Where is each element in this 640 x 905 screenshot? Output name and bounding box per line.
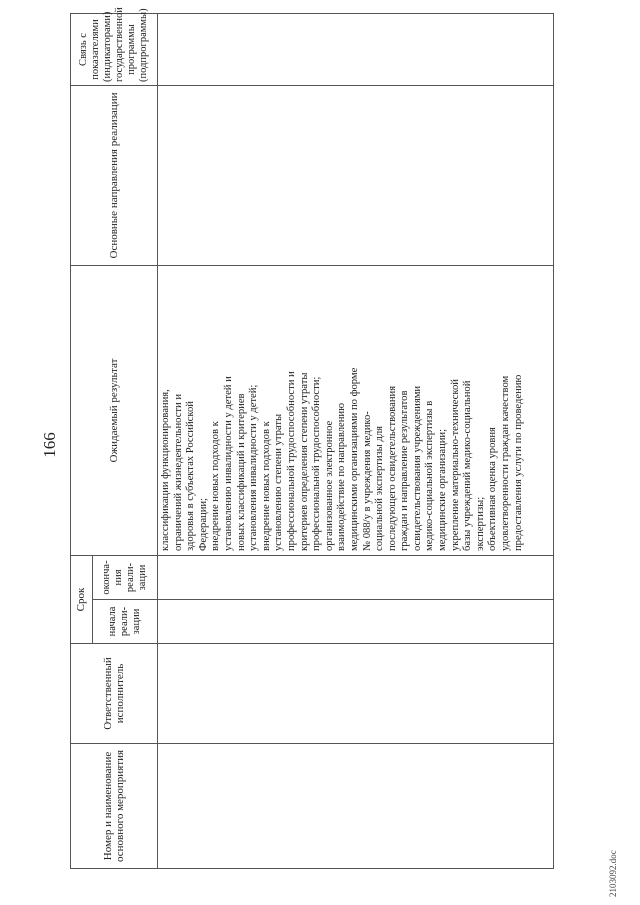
expected-result-line: базы учреждений медико-социальной <box>462 380 474 551</box>
header-main-directions: Основные направления реализации <box>71 86 158 266</box>
header-expected-result: Ожидаемый результат <box>71 266 158 556</box>
expected-result-line: объективная оценка уровня <box>487 427 499 551</box>
expected-result-line: внедрение новых подходов к <box>210 421 222 551</box>
header-number-and-name: Номер и наименование основного мероприятия <box>71 744 158 869</box>
expected-result-line: предоставления услуги по проведению <box>512 374 524 551</box>
expected-result-line: экспертизы; <box>474 496 486 551</box>
expected-result-line: критериев определения степени утраты <box>298 372 310 551</box>
header-responsible: Ответственный исполнитель <box>71 644 158 744</box>
cell-term-end <box>158 556 554 600</box>
expected-result-line: установлению степени утраты <box>273 413 285 551</box>
cell-number-and-name <box>158 744 554 869</box>
expected-result-line: медицинскими организациями по форме <box>348 367 360 551</box>
document-code: 2103092.doc <box>608 850 618 897</box>
expected-result-line: профессиональной трудоспособности и <box>285 371 297 551</box>
expected-result-text <box>160 270 525 551</box>
expected-result-line: взаимодействие по направлению <box>336 403 348 551</box>
cell-responsible <box>158 644 554 744</box>
cell-indicators-link <box>158 14 554 86</box>
header-term-end: оконча-ния реали-зации <box>93 556 158 600</box>
expected-result-line: освидетельствования учреждениями <box>411 385 423 551</box>
header-indicators-link: Связь с показателями (индикаторами) государственной программы (подпрограммы) <box>71 14 158 86</box>
expected-result-line: установления инвалидности у детей; <box>248 384 260 551</box>
expected-result-line: медико-социальной экспертизы в <box>424 400 436 551</box>
expected-result-line: № 088/у в учреждения медико- <box>361 411 373 551</box>
expected-result-line: организованное электронное <box>323 420 335 551</box>
expected-result-line: укрепление материально-технической <box>449 379 461 551</box>
expected-result-line: классификации функционирования, <box>160 389 171 551</box>
expected-result-line: здоровья в субъектах Российской <box>185 401 197 551</box>
cell-term-start <box>158 600 554 644</box>
expected-result-line: последующего освидетельствования <box>386 385 398 551</box>
header-term: Срок <box>71 556 93 644</box>
measures-table <box>70 7 554 869</box>
header-term-start: начала реали-зации <box>93 600 158 644</box>
expected-result-line: установлению инвалидности у детей и <box>222 376 234 551</box>
page-number: 166 <box>40 432 59 458</box>
expected-result-line: удовлетворенности граждан качеством <box>500 375 512 551</box>
expected-result-line: профессиональной трудоспособности; <box>311 376 323 551</box>
expected-result-line: социальной экспертизы для <box>374 426 386 551</box>
expected-result-line: внедрение новых подходов к <box>260 421 272 551</box>
cell-expected-result <box>158 266 554 556</box>
expected-result-line: граждан и направление результатов <box>399 390 411 551</box>
expected-result-line: новых классификаций и критериев <box>235 393 247 551</box>
expected-result-line: ограничений жизнедеятельности и <box>172 393 184 551</box>
expected-result-line: медицинские организации; <box>437 428 449 551</box>
expected-result-line: Федерации; <box>197 498 209 551</box>
cell-main-directions <box>158 86 554 266</box>
